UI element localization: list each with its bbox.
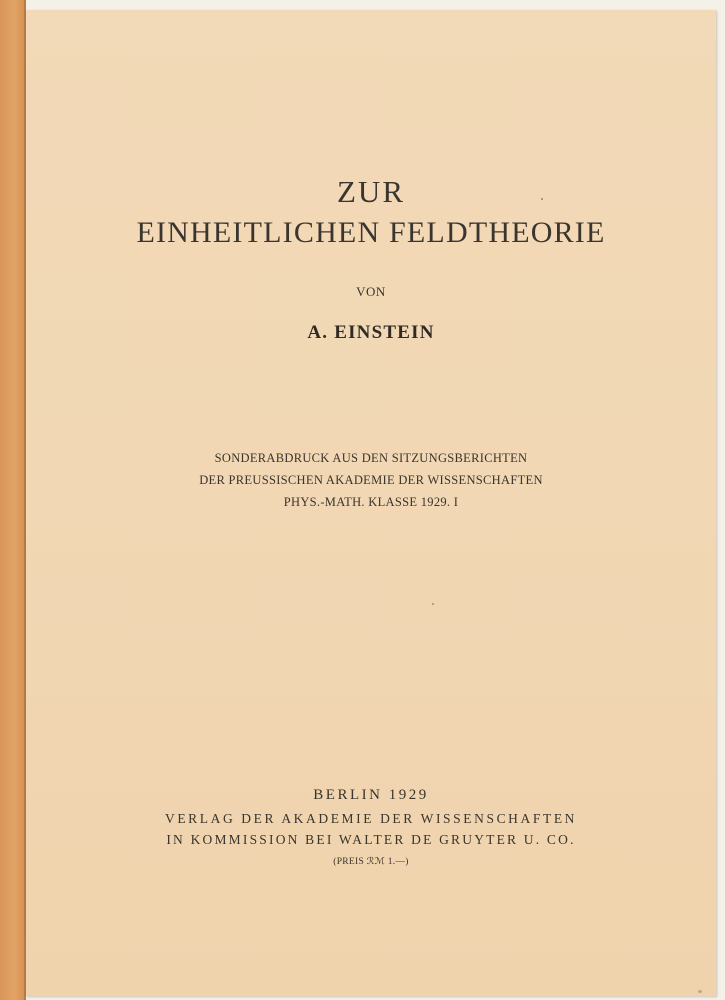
imprint-price: (PREIS ℛℳ 1.—) xyxy=(333,857,409,867)
cover-edge xyxy=(0,0,26,1000)
title-page xyxy=(26,10,716,996)
title-line-2: EINHEITLICHEN FELDTHEORIE xyxy=(136,216,606,249)
author-name: A. EINSTEIN xyxy=(307,322,435,343)
offprint-line-2: DER PREUSSISCHEN AKADEMIE DER WISSENSCHAFTEN xyxy=(199,473,543,487)
paper-speck xyxy=(432,603,434,605)
byline: VON xyxy=(356,284,386,299)
imprint-city-year: BERLIN 1929 xyxy=(313,787,429,803)
paper-speck xyxy=(541,198,543,200)
paper-speck xyxy=(698,990,702,993)
offprint-line-3: PHYS.-MATH. KLASSE 1929. I xyxy=(283,495,459,509)
imprint-commission: IN KOMMISSION BEI WALTER DE GRUYTER U. CO. xyxy=(166,832,576,847)
imprint-publisher: VERLAG DER AKADEMIE DER WISSENSCHAFTEN xyxy=(164,811,578,826)
offprint-line-1: SONDERABDRUCK AUS DEN SITZUNGSBERICHTEN xyxy=(214,451,528,465)
title-line-1: ZUR xyxy=(337,174,405,209)
